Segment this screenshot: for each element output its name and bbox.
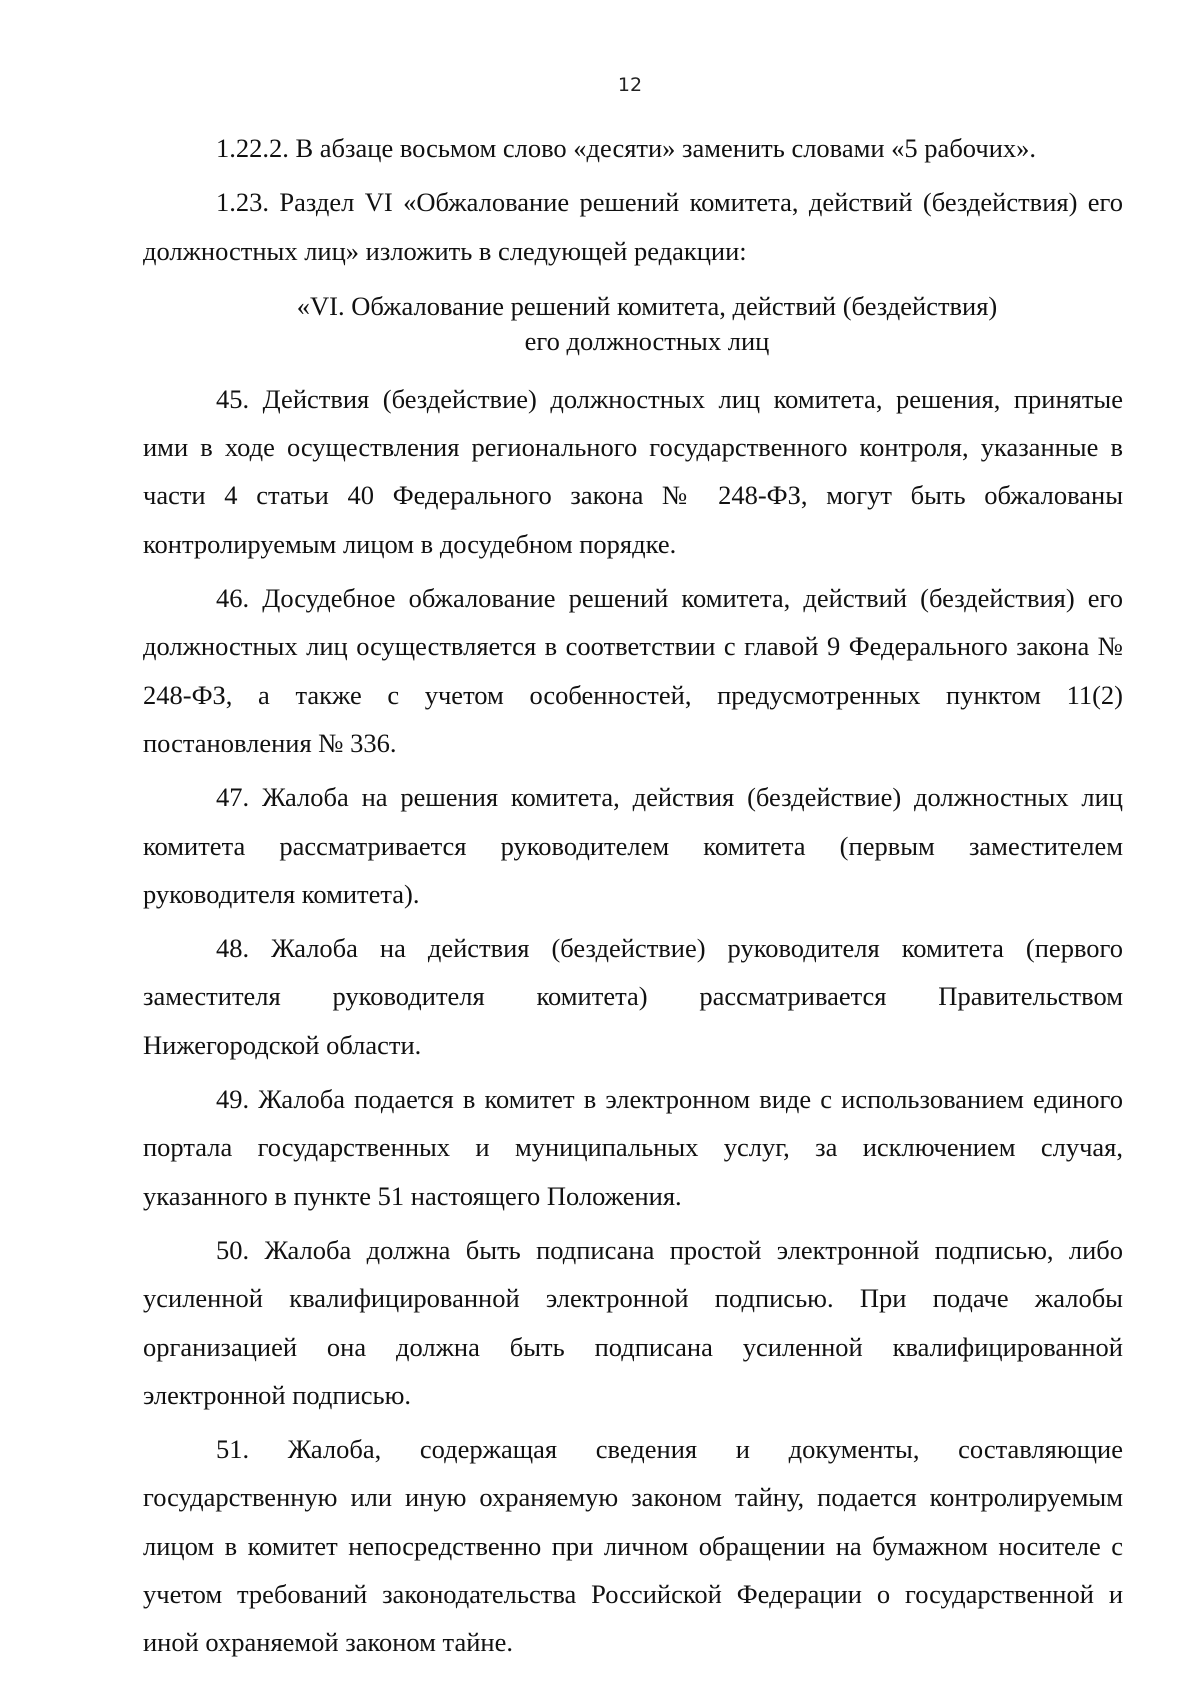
paragraph-47: 47. Жалоба на решения комитета, действия (бездействие) должностных лиц комитета рассматривается руководителем комитета (первым заместителем руководителя комитета). <box>143 782 1123 909</box>
paragraph-45: 45. Действия (бездействие) должностных лиц комитета, решения, принятые ими в ходе осуществления регионального государственного контроля, указанные в части 4 статьи 40 Федерального закона № 248-ФЗ, могут быть обжалованы контролируемым лицом в досудебном порядке. <box>143 383 1123 559</box>
page-number: 12 <box>617 74 643 96</box>
document-body <box>143 124 1123 1667</box>
section-heading <box>143 289 1123 359</box>
paragraph-49: 49. Жалоба подается в комитет в электронном виде с использованием единого портала государственных и муниципальных услуг, за исключением случая, указанного в пункте 51 настоящего Положения. <box>143 1084 1123 1211</box>
section-heading-line-1: «VI. Обжалование решений комитета, действий (бездействия) <box>296 290 998 321</box>
paragraph-1-23: 1.23. Раздел VI «Обжалование решений комитета, действий (бездействия) его должностных лиц» изложить в следующей редакции: <box>143 187 1123 266</box>
paragraph-46: 46. Досудебное обжалование решений комитета, действий (бездействия) его должностных лиц осуществляется в соответствии с главой 9 Федерального закона № 248-ФЗ, а также с учетом особенностей, предусмотренных пунктом 11(2) постановления № 336. <box>143 583 1123 758</box>
paragraph-50: 50. Жалоба должна быть подписана простой электронной подписью, либо усиленной квалифицированной электронной подписью. При подаче жалобы организацией она должна быть подписана усиленной квалифицированной электронной подписью. <box>143 1234 1123 1410</box>
paragraph-48: 48. Жалоба на действия (бездействие) руководителя комитета (первого заместителя руководителя комитета) рассматривается Правительством Нижегородской области. <box>143 933 1123 1060</box>
paragraph-1-22-2: 1.22.2. В абзаце восьмом слово «десяти» заменить словами «5 рабочих». <box>216 133 1036 163</box>
paragraph-51: 51. Жалоба, содержащая сведения и документы, составляющие государственную или иную охраняемую законом тайну, подается контролируемым лицом в комитет непосредственно при личном обращении на бумажном носителе с учетом требований законодательства Российской Федерации о государственной и иной охраняемой законом тайне. <box>143 1434 1123 1658</box>
section-heading-line-2: его должностных лиц <box>524 325 770 356</box>
